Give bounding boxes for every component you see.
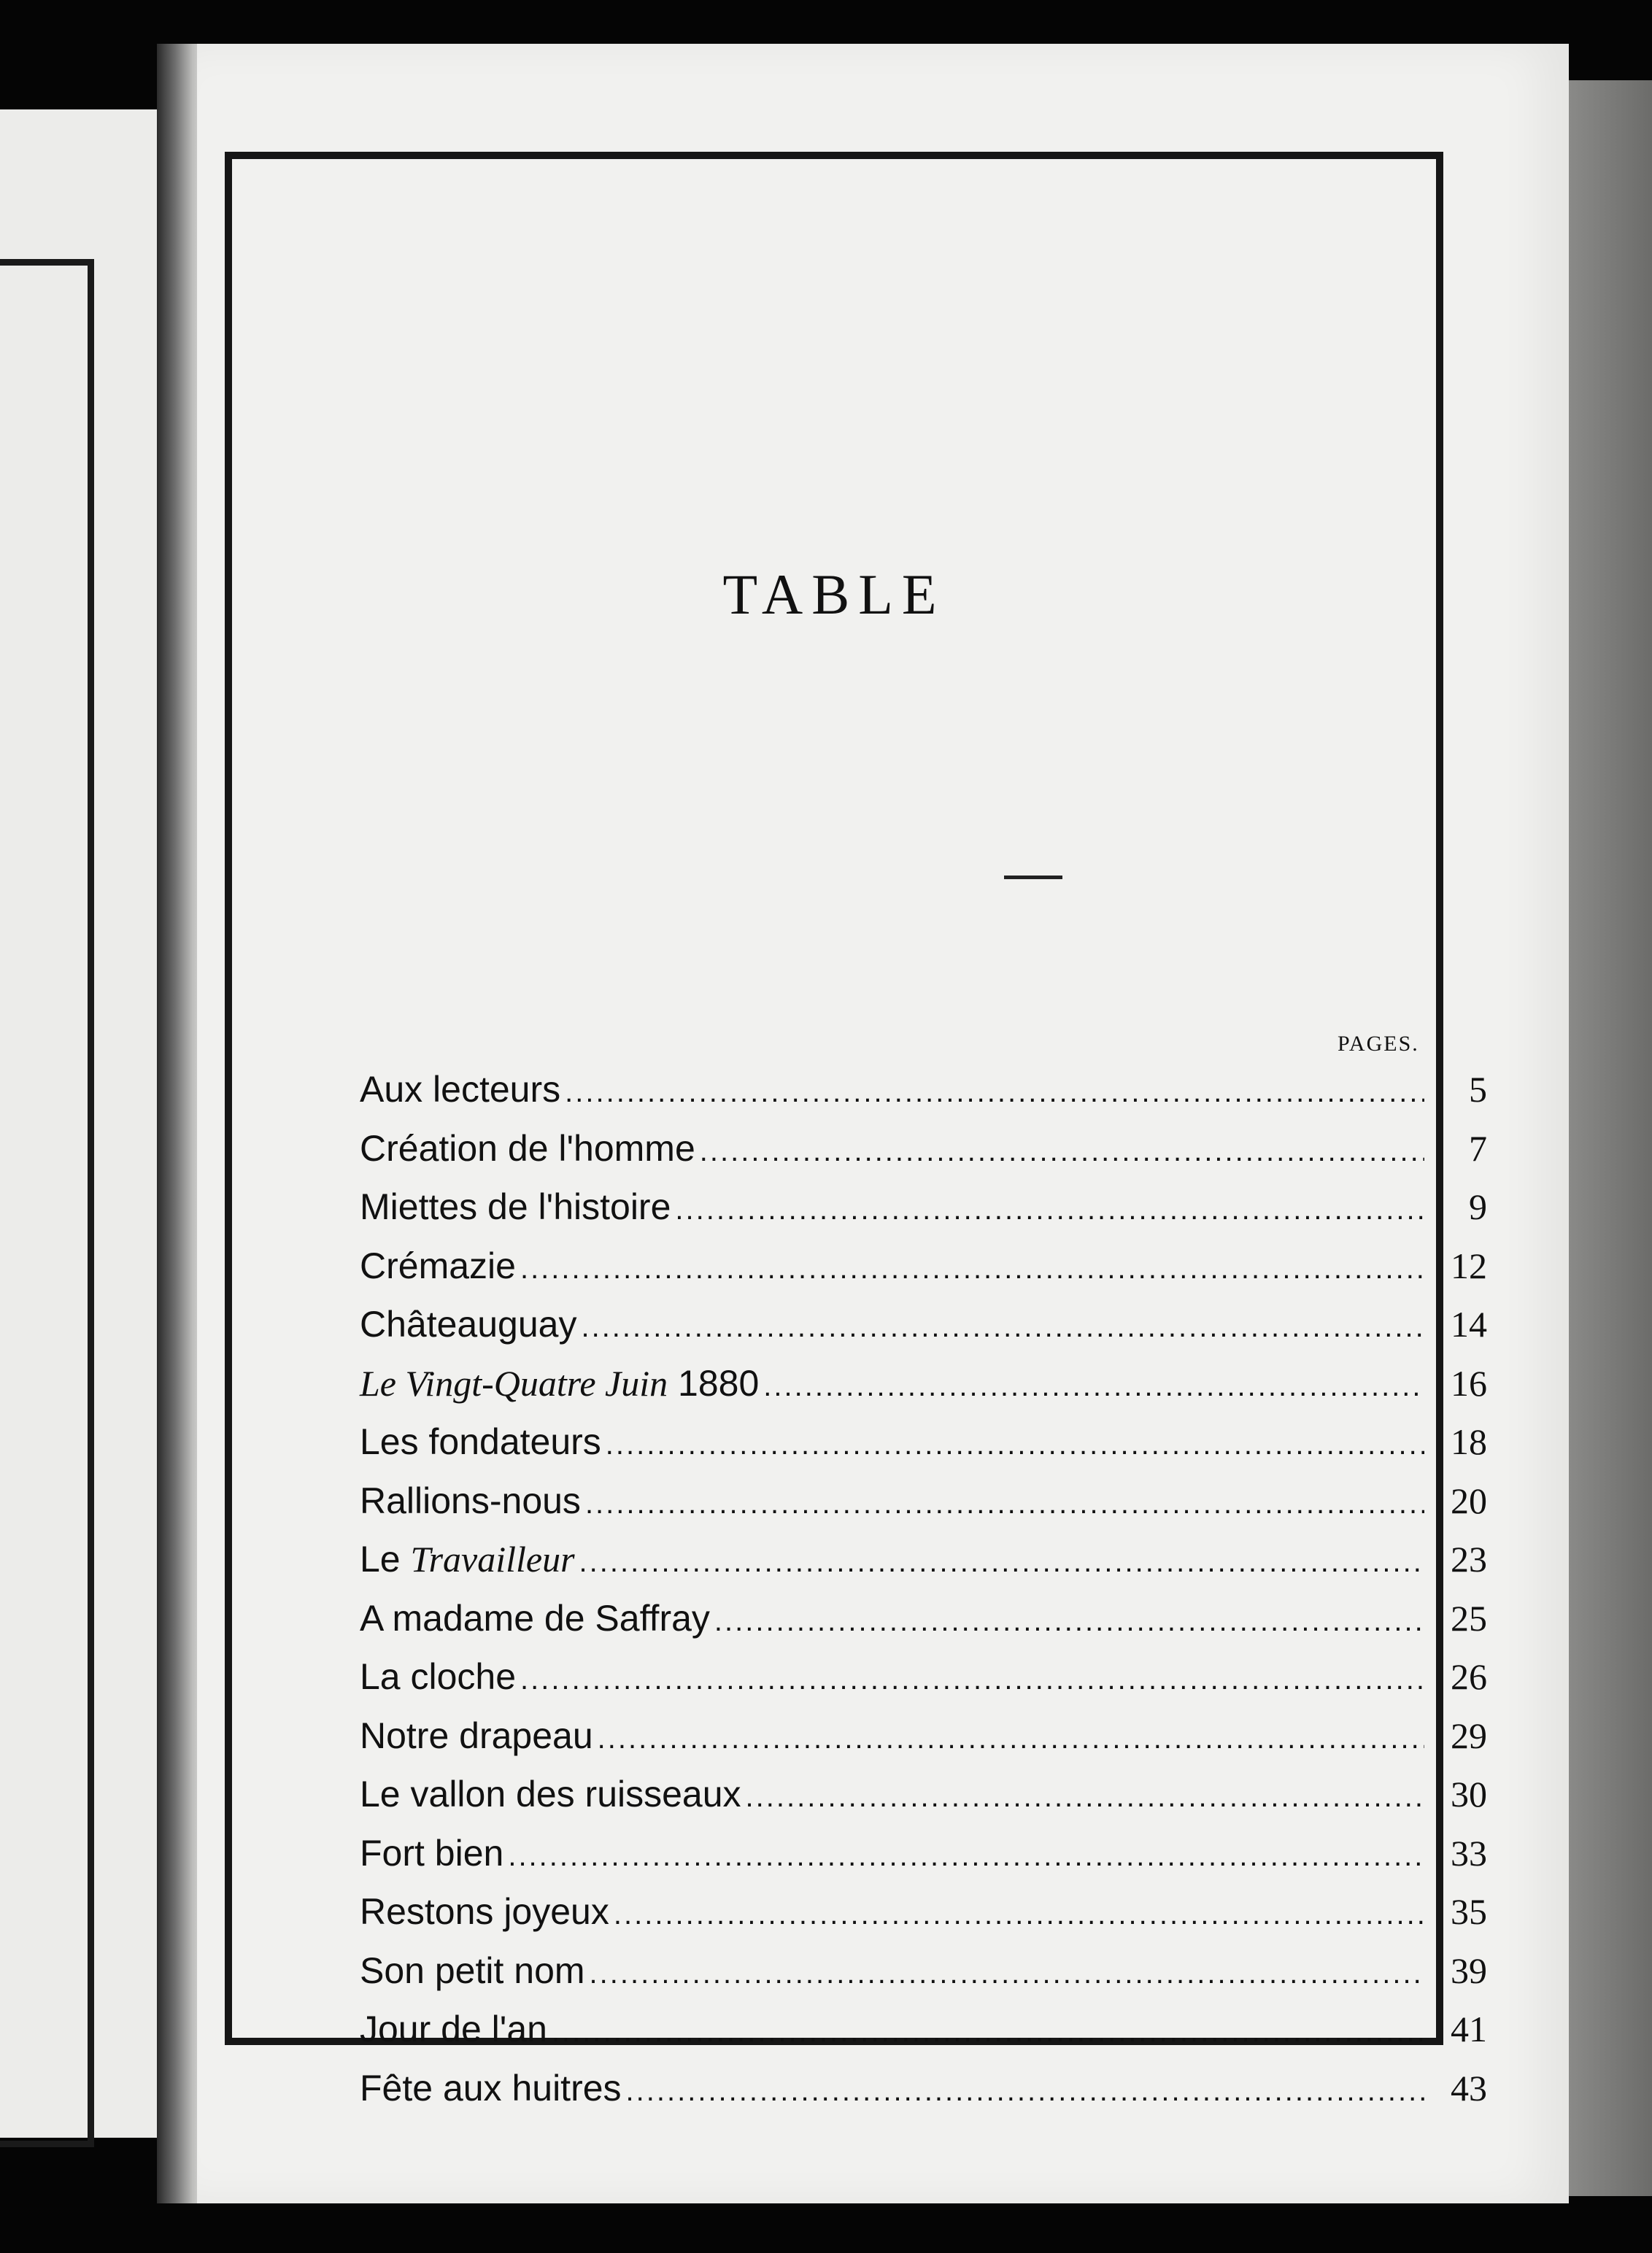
dot-leader — [585, 1488, 1424, 1520]
left-page-fragment — [0, 109, 157, 2138]
dot-leader — [520, 1253, 1424, 1286]
toc-entry-title: Les fondateurs — [360, 1421, 601, 1462]
dot-leader — [614, 1898, 1424, 1931]
toc-entry-page: 25 — [1451, 1597, 1487, 1639]
toc-entry-title: Fête aux huitres — [360, 2067, 622, 2109]
dot-leader — [700, 1135, 1424, 1168]
toc-entry-title: Son petit nom — [360, 1949, 585, 1991]
toc-entry — [360, 1949, 1487, 2009]
toc-entry — [360, 1421, 1487, 1480]
dot-leader — [579, 1546, 1424, 1579]
toc-entry-title: Miettes de l'histoire — [360, 1186, 671, 1227]
toc-entry-page: 41 — [1451, 2009, 1487, 2049]
toc-entry-title: A madame de Saffray — [360, 1597, 710, 1639]
toc-entry-page: 23 — [1451, 1539, 1487, 1580]
toc-entry-title-italic: Le Vingt-Quatre Juin — [360, 1362, 668, 1404]
toc-entry-page: 12 — [1451, 1245, 1487, 1286]
toc-entry-page: 5 — [1469, 1069, 1487, 1110]
page-border-frame — [225, 152, 1487, 2109]
page-title: TABLE — [722, 563, 946, 626]
toc-list — [360, 1068, 1487, 2125]
toc-entry — [360, 1597, 1487, 1656]
toc-entry-page: 14 — [1451, 1304, 1487, 1345]
dot-leader — [746, 1781, 1424, 1814]
toc-entry — [360, 1068, 1487, 1127]
toc-entry — [360, 1890, 1487, 1949]
toc-entry — [360, 1832, 1487, 1891]
pages-column-header: PAGES. — [1338, 1032, 1419, 1056]
toc-entry — [360, 1303, 1487, 1362]
toc-entry — [360, 1655, 1487, 1715]
toc-entry — [360, 1362, 1487, 1421]
toc-entry — [360, 1127, 1487, 1186]
toc-entry-page: 18 — [1451, 1421, 1487, 1462]
toc-entry-page: 20 — [1451, 1480, 1487, 1521]
toc-entry-page: 39 — [1451, 1949, 1487, 1991]
dot-leader — [581, 1311, 1424, 1344]
toc-entry-page: 43 — [1451, 2067, 1487, 2109]
toc-entry — [360, 1480, 1487, 1539]
toc-entry-page: 16 — [1451, 1362, 1487, 1404]
toc-entry-page: 7 — [1469, 1127, 1487, 1169]
toc-entry — [360, 2067, 1487, 2126]
toc-entry — [360, 2008, 1487, 2067]
table-of-contents-page — [197, 44, 1569, 2203]
page-edge-shadow — [1569, 80, 1652, 2196]
dot-leader — [714, 1605, 1424, 1638]
toc-entry-title — [360, 1362, 759, 1404]
toc-entry-title: Création de l'homme — [360, 1127, 695, 1169]
toc-entry-title-rest: 1880 — [668, 1362, 760, 1404]
toc-entry-title — [360, 1538, 575, 1580]
dot-leader — [675, 1194, 1424, 1226]
toc-entry-title: Aux lecteurs — [360, 1069, 561, 1110]
toc-entry-page: 33 — [1451, 1832, 1487, 1874]
dot-leader — [763, 1370, 1424, 1403]
dot-leader — [565, 1076, 1424, 1109]
dot-leader — [552, 2016, 1424, 2049]
toc-entry — [360, 1186, 1487, 1245]
left-page-border — [0, 259, 94, 2147]
toc-entry-page: 29 — [1451, 1715, 1487, 1756]
dot-leader — [598, 1723, 1424, 1755]
toc-entry-title: Fort bien — [360, 1832, 504, 1874]
toc-entry — [360, 1245, 1487, 1304]
toc-entry-title: Jour de l'an — [360, 2009, 547, 2049]
toc-entry-title: Crémazie — [360, 1245, 516, 1286]
toc-entry — [360, 1773, 1487, 1832]
toc-entry — [360, 1538, 1487, 1597]
dot-leader — [606, 1429, 1424, 1461]
toc-entry-page: 9 — [1469, 1186, 1487, 1227]
dot-leader — [508, 1840, 1424, 1873]
toc-entry-title: Rallions-nous — [360, 1480, 581, 1521]
toc-entry — [360, 1715, 1487, 1774]
toc-entry-title: La cloche — [360, 1656, 517, 1697]
dot-leader — [590, 1958, 1424, 1990]
toc-entry-title-italic: Travailleur — [410, 1539, 575, 1580]
title-rule — [1004, 876, 1062, 879]
toc-entry-title: Châteauguay — [360, 1304, 577, 1345]
dot-leader — [520, 1663, 1424, 1696]
toc-entry-title: Restons joyeux — [360, 1891, 609, 1932]
toc-entry-page: 26 — [1451, 1656, 1487, 1697]
toc-entry-page: 35 — [1451, 1891, 1487, 1932]
toc-entry-title-rest: Le — [360, 1539, 411, 1580]
toc-entry-title: Notre drapeau — [360, 1715, 593, 1756]
toc-entry-title: Le vallon des ruisseaux — [360, 1774, 741, 1815]
toc-entry-page: 30 — [1451, 1774, 1487, 1815]
dot-leader — [626, 2075, 1424, 2108]
